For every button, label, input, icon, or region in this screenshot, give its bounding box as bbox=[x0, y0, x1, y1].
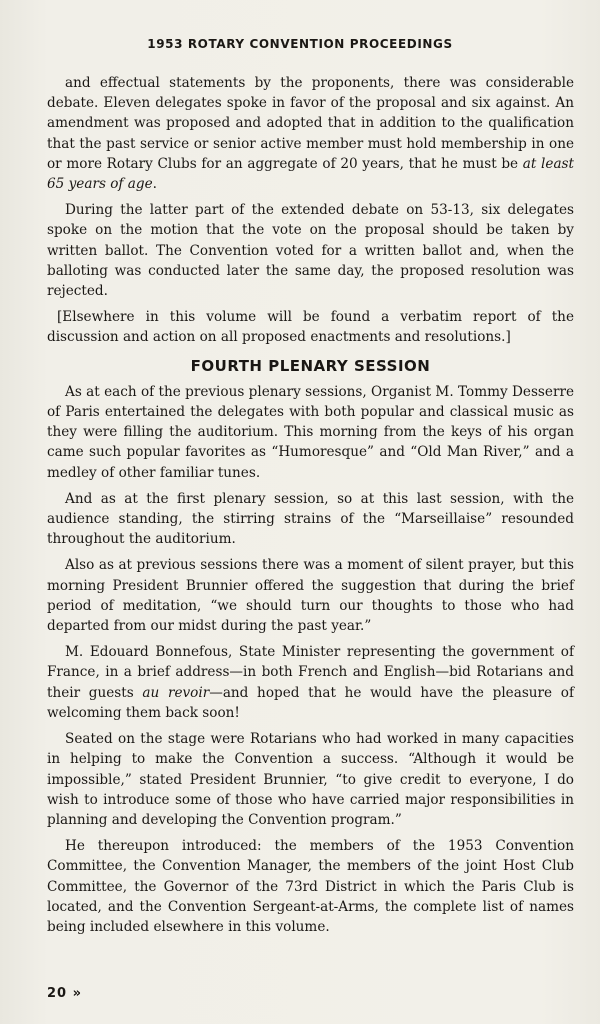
paragraph-amendment bbox=[47, 73, 574, 194]
paragraph-text: . bbox=[152, 176, 157, 193]
paragraph-text: and effectual statements by the proponents, there was considerable debate. Eleven delegates spoke in favor of the proposal and six against. An amendment was proposed and adopted that in addition to the qualification that the past service or senior active member must hold membership in one or more Rotary Clubs for an aggregate of 20 years, that he must be bbox=[47, 75, 574, 172]
paragraph-text: —and hoped that he would have the pleasure of welcoming them back soon! bbox=[47, 684, 575, 721]
paragraph-text: M. Edouard Bonnefous, State Minister representing the government of France, in a brief address—in both French and English—bid Rotarians and their guests bbox=[47, 644, 574, 701]
paragraph-stage: Seated on the stage were Rotarians who had worked in many capacities in helping to make the Convention a success. “Although it would be impossible,” stated President Brunnier, “to give credit to everyone, I do wish to introduce some of those who have carried major responsibilities in planning and developing the Convention program.” bbox=[47, 731, 574, 828]
paragraph-silent-prayer: Also as at previous sessions there was a moment of silent prayer, but this morning President Brunnier offered the suggestion that during the brief period of meditation, “we should turn our thoughts to those who had departed from our midst during the past year.” bbox=[47, 557, 574, 635]
running-head: 1953 ROTARY CONVENTION PROCEEDINGS bbox=[147, 37, 453, 51]
emphasis-text: at least 65 years of age bbox=[47, 155, 574, 193]
emphasis-text: au revoir bbox=[142, 684, 210, 701]
page-body bbox=[47, 73, 574, 943]
paragraph-marseillaise: And as at the first plenary session, so at this last session, with the audience standing, the stirring strains of the “Marseillaise” resounded throughout the auditorium. bbox=[47, 490, 574, 548]
paragraph-bonnefous bbox=[47, 642, 574, 723]
paragraph-organist: As at each of the previous plenary sessions, Organist M. Tommy Desserre of Paris entertained the delegates with both popular and classical music as they were filling the auditorium. This morning from the keys of his organ came such popular favorites as “Humoresque” and “Old Man River,” and a medley of other familiar tunes. bbox=[47, 383, 574, 481]
paragraph-introductions: He thereupon introduced: the members of the 1953 Convention Committee, the Convention Manager, the members of the joint Host Club Committee, the Governor of the 73rd District in which the Paris Club is located, and the Convention Sergeant-at-Arms, the complete list of names being included elsewhere in this volume. bbox=[47, 838, 574, 935]
page-number: 20 » bbox=[47, 986, 83, 1001]
section-heading: FOURTH PLENARY SESSION bbox=[190, 356, 431, 375]
paragraph-written-ballot: During the latter part of the extended debate on 53-13, six delegates spoke on the motion that the vote on the proposal should be taken by written ballot. The Convention voted for a written ballot and, when the balloting was conducted later the same day, the proposed resolution was rejected. bbox=[47, 202, 574, 300]
paragraph-editorial-note: [Elsewhere in this volume will be found a verbatim report of the discussion and action on all proposed enactments and resolutions.] bbox=[47, 309, 574, 346]
